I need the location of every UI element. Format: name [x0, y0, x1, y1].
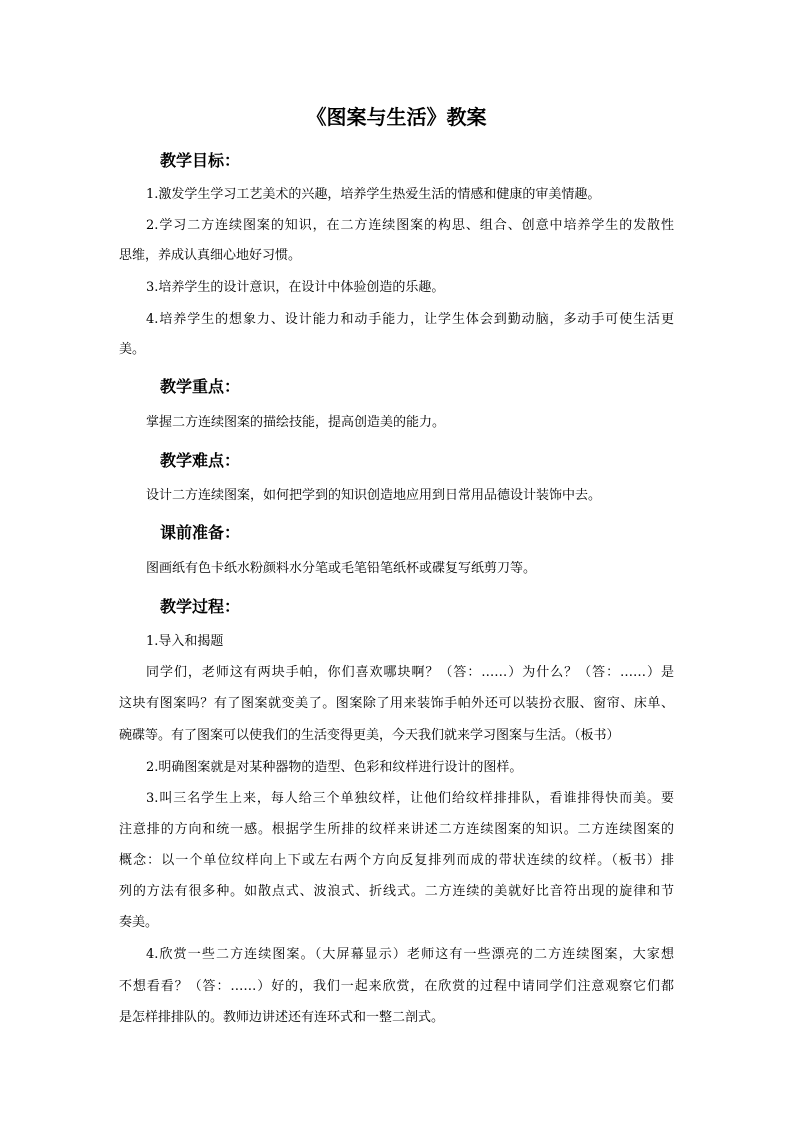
process-line-5: 2.明确图案就是对某种器物的造型、色彩和纹样进行设计的图样。 — [146, 760, 523, 775]
process-line-12: 不想看看？（答：……）好的，我们一起来欣赏，在欣赏的过程中请同学们注意观察它们都 — [119, 979, 674, 994]
process-line-3: 这块有图案吗？有了图案就变美了。图案除了用来装饰手帕外还可以装扮衣服、窗帘、床单、 — [119, 696, 674, 711]
process-line-1: 1.导入和揭题 — [146, 634, 224, 649]
process-line-10: 奏美。 — [119, 915, 159, 930]
process-line-11: 4.欣赏一些二方连续图案。（大屏幕显示）老师这有一些漂亮的二方连续图案，大家想 — [146, 947, 674, 962]
objectives-line-2: 2.学习二方连续图案的知识，在二方连续图案的构思、组合、创意中培养学生的发散性 — [146, 218, 674, 233]
process-line-4: 碗碟等。有了图案可以使我们的生活变得更美，今天我们就来学习图案与生活。（板书） — [119, 728, 620, 743]
process-line-2: 同学们，老师这有两块手帕，你们喜欢哪块啊？（答：……）为什么？（答：……）是 — [146, 665, 674, 680]
objectives-line-3: 思维，养成认真细心地好习惯。 — [119, 248, 302, 263]
objectives-heading: 教学目标： — [160, 151, 241, 170]
preparation-line-1: 图画纸有色卡纸水粉颜料水分笔或毛笔铅笔纸杯或碟复写纸剪刀等。 — [146, 561, 537, 576]
document-title: 《图案与生活》教案 — [306, 105, 487, 129]
process-line-8: 概念：以一个单位纹样向上下或左右两个方向反复排列而成的带状连续的纹样。（板书）排 — [119, 853, 674, 868]
process-line-6: 3.叫三名学生上来，每人给三个单独纹样，让他们给纹样排排队，看谁排得快而美。要 — [146, 791, 674, 806]
process-line-9: 列的方法有很多种。如散点式、波浪式、折线式。二方连续的美就好比音符出现的旋律和节 — [119, 884, 674, 899]
key-points-line-1: 掌握二方连续图案的描绘技能，提高创造美的能力。 — [146, 415, 446, 430]
objectives-line-6: 美。 — [119, 342, 146, 357]
process-heading: 教学过程： — [160, 597, 241, 616]
objectives-line-1: 1.激发学生学习工艺美术的兴趣，培养学生热爱生活的情感和健康的审美情趣。 — [146, 187, 601, 202]
key-points-heading: 教学重点： — [160, 377, 241, 396]
process-line-13: 是怎样排排队的。教师边讲述还有连环式和一整二剖式。 — [119, 1010, 445, 1025]
preparation-heading: 课前准备： — [160, 523, 241, 542]
objectives-line-4: 3.培养学生的设计意识，在设计中体验创造的乐趣。 — [146, 280, 445, 295]
difficulties-line-1: 设计二方连续图案，如何把学到的知识创造地应用到日常用品德设计装饰中去。 — [146, 488, 602, 503]
process-line-7: 注意排的方向和统一感。根据学生所排的纹样来讲述二方连续图案的知识。二方连续图案的 — [119, 822, 674, 837]
objectives-line-5: 4.培养学生的想象力、设计能力和动手能力，让学生体会到勤动脑，多动手可使生活更 — [146, 312, 674, 327]
difficulties-heading: 教学难点： — [160, 451, 241, 470]
